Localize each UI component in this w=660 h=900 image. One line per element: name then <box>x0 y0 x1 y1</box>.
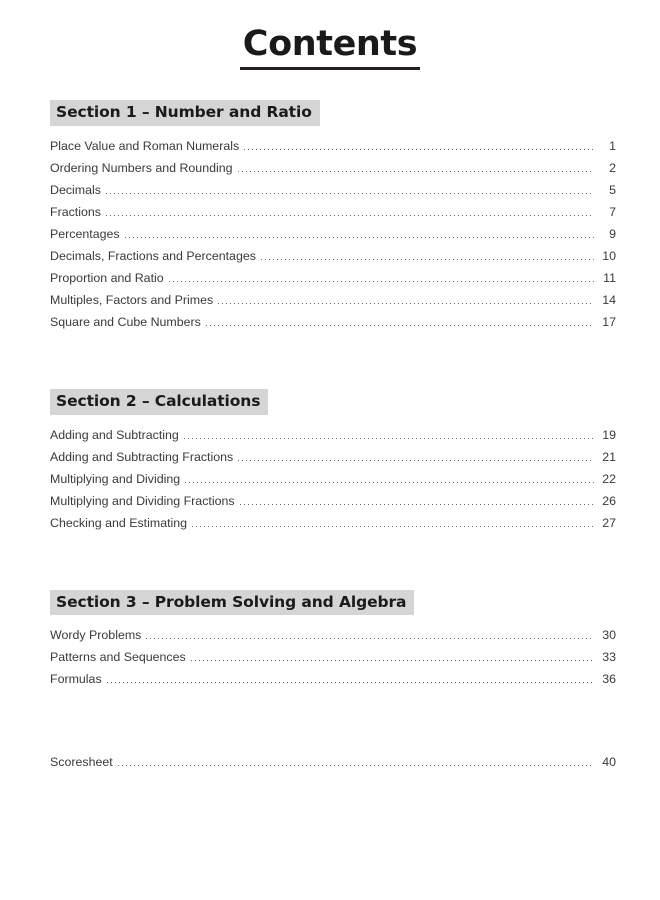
appendix-spacer <box>50 690 616 742</box>
toc-entry-page: 10 <box>602 248 616 263</box>
toc-entry-label: Ordering Numbers and Rounding <box>50 160 233 175</box>
section-spacer <box>50 534 616 590</box>
toc-entry[interactable] <box>50 179 616 201</box>
toc-entry-label: Formulas <box>50 672 102 687</box>
toc-entry-page: 5 <box>609 182 616 197</box>
toc-entry-page: 2 <box>609 160 616 175</box>
toc-entry[interactable] <box>50 223 616 245</box>
page-title-container <box>0 0 660 70</box>
toc-entry[interactable] <box>50 446 616 468</box>
toc-entry[interactable] <box>50 646 616 668</box>
toc-entry-page: 9 <box>609 226 616 241</box>
toc-entry-page: 26 <box>602 493 616 508</box>
toc-entry[interactable] <box>50 668 616 690</box>
dot-leader <box>146 638 594 639</box>
section-2 <box>50 389 616 534</box>
toc-entry-page: 14 <box>602 292 616 307</box>
dot-leader <box>192 526 594 527</box>
toc-entry-label: Fractions <box>50 204 101 219</box>
toc-entry-page: 30 <box>602 628 616 643</box>
dot-leader <box>261 259 594 260</box>
toc-entry-page: 17 <box>602 314 616 329</box>
dot-leader <box>184 438 594 439</box>
toc-entry-label: Wordy Problems <box>50 628 142 643</box>
dot-leader <box>106 193 594 194</box>
dot-leader <box>218 303 594 304</box>
dot-leader <box>118 765 594 766</box>
dot-leader <box>125 237 594 238</box>
toc-entry-label: Multiplying and Dividing Fractions <box>50 493 235 508</box>
toc-entry-label: Patterns and Sequences <box>50 650 186 665</box>
dot-leader <box>107 682 594 683</box>
toc-entry-label: Decimals <box>50 182 101 197</box>
toc-entry[interactable] <box>50 512 616 534</box>
section-1 <box>50 100 616 333</box>
toc-entry-page: 36 <box>602 672 616 687</box>
section-header-3: Section 3 – Problem Solving and Algebra <box>50 590 414 616</box>
toc-entry-page: 19 <box>602 427 616 442</box>
dot-leader <box>169 281 594 282</box>
dot-leader <box>206 325 594 326</box>
table-of-contents <box>50 100 616 773</box>
toc-entry-page: 27 <box>602 515 616 530</box>
toc-entry[interactable] <box>50 201 616 223</box>
toc-entry[interactable] <box>50 289 616 311</box>
toc-entry[interactable] <box>50 311 616 333</box>
toc-entry-page: 33 <box>602 650 616 665</box>
toc-entry-label: Adding and Subtracting <box>50 427 179 442</box>
dot-leader <box>106 215 594 216</box>
section-header-2: Section 2 – Calculations <box>50 389 268 415</box>
toc-entry-label: Checking and Estimating <box>50 515 188 530</box>
toc-entry[interactable] <box>50 135 616 157</box>
page-title: Contents <box>240 26 420 70</box>
dot-leader <box>238 460 594 461</box>
section-header-1: Section 1 – Number and Ratio <box>50 100 320 126</box>
toc-entry-page: 11 <box>603 270 616 285</box>
dot-leader <box>185 482 594 483</box>
toc-entry-page: 21 <box>602 449 616 464</box>
toc-entry-label: Scoresheet <box>50 755 113 770</box>
toc-entry-label: Percentages <box>50 226 120 241</box>
toc-entry-label: Square and Cube Numbers <box>50 314 201 329</box>
toc-entry-label: Multiples, Factors and Primes <box>50 292 214 307</box>
toc-entry-page: 22 <box>602 471 616 486</box>
toc-entry[interactable] <box>50 468 616 490</box>
toc-entry-page: 7 <box>609 204 616 219</box>
dot-leader <box>191 660 594 661</box>
toc-entry-label: Place Value and Roman Numerals <box>50 138 240 153</box>
dot-leader <box>244 149 594 150</box>
toc-entry-label: Decimals, Fractions and Percentages <box>50 248 256 263</box>
section-3-entries <box>50 624 616 690</box>
toc-entry[interactable] <box>50 157 616 179</box>
toc-entry-label: Proportion and Ratio <box>50 270 164 285</box>
toc-entry-label: Multiplying and Dividing <box>50 471 181 486</box>
toc-entry[interactable] <box>50 424 616 446</box>
section-2-entries <box>50 424 616 534</box>
toc-entry[interactable] <box>50 751 616 773</box>
dot-leader <box>240 504 594 505</box>
toc-entry-page: 40 <box>602 755 616 770</box>
toc-entry[interactable] <box>50 267 616 289</box>
toc-entry[interactable] <box>50 624 616 646</box>
dot-leader <box>238 171 594 172</box>
section-spacer <box>50 333 616 389</box>
section-1-entries <box>50 135 616 333</box>
toc-entry-label: Adding and Subtracting Fractions <box>50 449 234 464</box>
appendix-entries <box>50 751 616 773</box>
toc-entry[interactable] <box>50 245 616 267</box>
toc-entry[interactable] <box>50 490 616 512</box>
section-3 <box>50 590 616 691</box>
toc-entry-page: 1 <box>609 138 616 153</box>
